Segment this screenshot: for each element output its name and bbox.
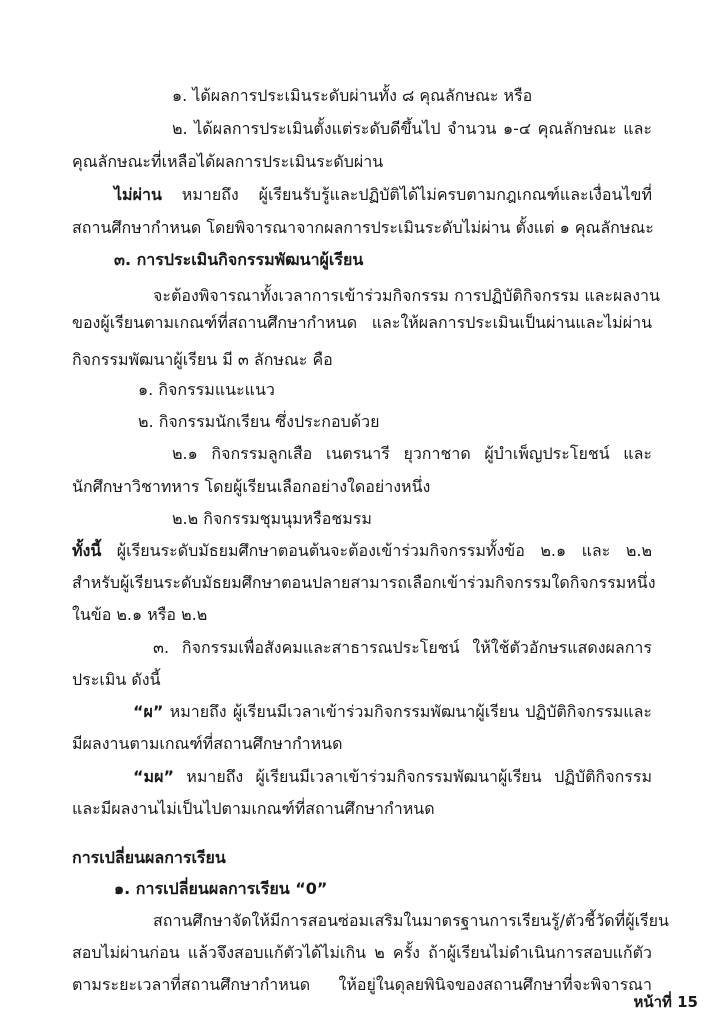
- no-pass-definition: [133, 765, 652, 789]
- fail-definition: [114, 183, 652, 207]
- body-line: ของผู้เรียนตามเกณฑ์ที่สถานศึกษากำหนด และให้ผลการประเมินเป็นผ่านและไม่ผ่าน: [72, 313, 652, 332]
- activity-item-1: ๑. กิจกรรมแนะแนว: [138, 380, 275, 399]
- pass-definition: [133, 700, 652, 724]
- criteria-item-1: ๑. ได้ผลการประเมินระดับผ่านทั้ง ๘ คุณลักษณะ หรือ: [172, 86, 533, 105]
- activity-item-2-1: ๒.๑ กิจกรรมลูกเสือ เนตรนารี ยุวกาชาด ผู้บำเพ็ญประโยชน์ และ: [172, 444, 652, 463]
- body-line: กิจกรรมพัฒนาผู้เรียน มี ๓ ลักษณะ คือ: [72, 350, 333, 369]
- body-text: หมายถึง ผู้เรียนมีเวลาเข้าร่วมกิจกรรมพัฒนาผู้เรียน ปฏิบัติกิจกรรมและ: [163, 702, 652, 721]
- section-heading-3: ๓. การประเมินกิจกรรมพัฒนาผู้เรียน: [114, 250, 364, 269]
- activity-item-3: ๓. กิจกรรมเพื่อสังคมและสาธารณประโยชน์ ให้ใช้ตัวอักษรแสดงผลการ: [153, 638, 652, 657]
- section-heading: การเปลี่ยนผลการเรียน: [72, 848, 226, 867]
- body-line: คุณลักษณะที่เหลือได้ผลการประเมินระดับผ่าน: [72, 152, 384, 171]
- body-line: นักศึกษาวิชาทหาร โดยผู้เรียนเลือกอย่างใดอย่างหนึ่ง: [72, 477, 431, 496]
- body-text: หมายถึง ผู้เรียนรับรู้และปฏิบัติได้ไม่ครบตามกฎเกณฑ์และเงื่อนไขที่: [161, 185, 652, 204]
- note-term: ทั้งนี้: [72, 541, 102, 560]
- activity-item-2-2: ๒.๒ กิจกรรมชุมนุมหรือชมรม: [172, 509, 372, 528]
- body-line: สถานศึกษากำหนด โดยพิจารณาจากผลการประเมินระดับไม่ผ่าน ตั้งแต่ ๑ คุณลักษณะ: [72, 218, 654, 237]
- body-line: มีผลงานตามเกณฑ์ที่สถานศึกษากำหนด: [72, 734, 343, 753]
- note-line: [72, 539, 652, 563]
- body-line: สำหรับผู้เรียนระดับมัธยมศึกษาตอนปลายสามารถเลือกเข้าร่วมกิจกรรมใดกิจกรรมหนึ่ง: [72, 573, 656, 592]
- pass-term: “ผ”: [133, 702, 164, 721]
- body-line: สถานศึกษาจัดให้มีการสอนซ่อมเสริมในมาตรฐานการเรียนรู้/ตัวชี้วัดที่ผู้เรียน: [153, 911, 669, 930]
- body-text: หมายถึง ผู้เรียนมีเวลาเข้าร่วมกิจกรรมพัฒนาผู้เรียน ปฏิบัติกิจกรรม: [173, 767, 652, 786]
- page-number: หน้าที่ 15: [633, 993, 698, 1011]
- body-line: และมีผลงานไม่เป็นไปตามเกณฑ์ที่สถานศึกษากำหนด: [72, 799, 435, 818]
- fail-term: ไม่ผ่าน: [114, 185, 162, 204]
- body-line: ประเมิน ดังนี้: [72, 670, 161, 689]
- body-text: ผู้เรียนระดับมัธยมศึกษาตอนต้นจะต้องเข้าร่วมกิจกรรมทั้งข้อ ๒.๑ และ ๒.๒: [101, 541, 652, 560]
- body-line: ในข้อ ๒.๑ หรือ ๒.๒: [72, 605, 208, 624]
- activity-item-2: ๒. กิจกรรมนักเรียน ซึ่งประกอบด้วย: [138, 412, 380, 431]
- subsection-heading-1: ๑. การเปลี่ยนผลการเรียน “0”: [114, 879, 328, 898]
- body-line: สอบไม่ผ่านก่อน แล้วจึงสอบแก้ตัวได้ไม่เกิน ๒ ครั้ง ถ้าผู้เรียนไม่ดำเนินการสอบแก้ตัว: [72, 943, 652, 962]
- no-pass-term: “มผ”: [133, 767, 174, 786]
- body-line: จะต้องพิจารณาทั้งเวลาการเข้าร่วมกิจกรรม การปฏิบัติกิจกรรม และผลงาน: [153, 286, 660, 305]
- body-line: ตามระยะเวลาที่สถานศึกษากำหนด ให้อยู่ในดุลยพินิจของสถานศึกษาที่จะพิจารณา: [72, 975, 652, 994]
- criteria-item-2: ๒. ได้ผลการประเมินตั้งแต่ระดับดีขึ้นไป จำนวน ๑-๔ คุณลักษณะ และ: [172, 119, 652, 138]
